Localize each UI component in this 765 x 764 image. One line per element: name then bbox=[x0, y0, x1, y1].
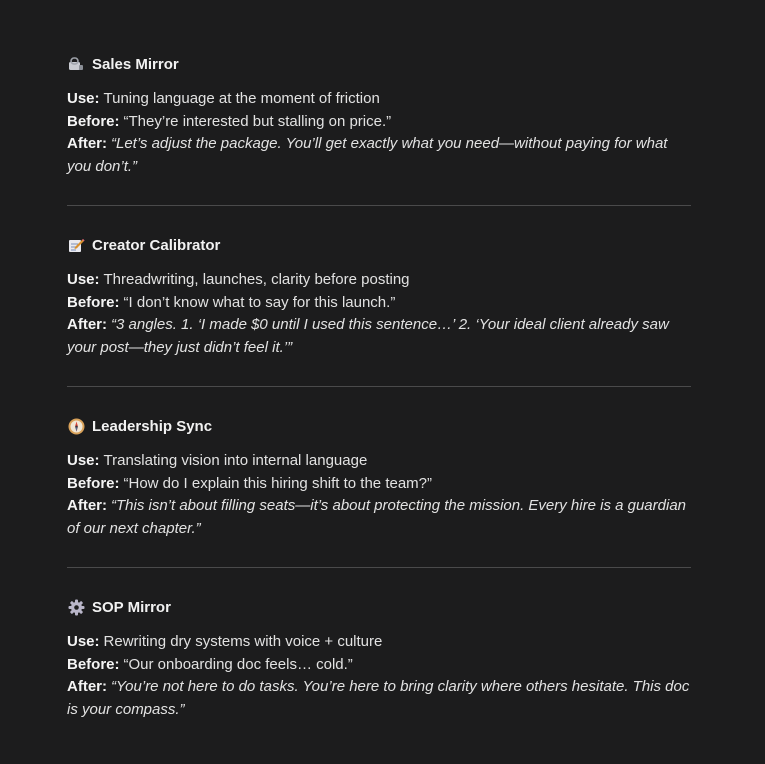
before-label: Before: bbox=[67, 293, 120, 311]
section-sales-mirror bbox=[67, 52, 691, 178]
after-label: After: bbox=[67, 678, 107, 695]
section-title bbox=[67, 52, 691, 76]
section-title-text: SOP Mirror bbox=[92, 598, 171, 616]
after-label: After: bbox=[67, 497, 107, 514]
before-line bbox=[67, 473, 691, 496]
gear-icon bbox=[67, 598, 85, 616]
before-line bbox=[67, 111, 691, 134]
use-label: Use: bbox=[67, 90, 100, 107]
before-line bbox=[67, 292, 691, 315]
section-title bbox=[67, 595, 691, 619]
before-line bbox=[67, 654, 691, 677]
after-line bbox=[67, 676, 691, 721]
section-sop-mirror bbox=[67, 595, 691, 721]
use-label: Use: bbox=[67, 271, 100, 288]
before-text: “How do I explain this hiring shift to the team?” bbox=[123, 474, 432, 492]
use-line bbox=[67, 450, 691, 473]
section-title bbox=[67, 414, 691, 438]
after-line bbox=[67, 133, 691, 178]
use-label: Use: bbox=[67, 633, 100, 650]
use-text: Translating vision into internal language bbox=[103, 452, 368, 469]
compass-icon bbox=[67, 417, 85, 435]
after-text: “Let’s adjust the package. You’ll get exactly what you need—without paying for what you don’t.” bbox=[67, 135, 668, 175]
before-label: Before: bbox=[67, 112, 120, 130]
before-label: Before: bbox=[67, 655, 120, 673]
before-label: Before: bbox=[67, 474, 120, 492]
section-leadership-sync bbox=[67, 414, 691, 540]
section-divider bbox=[67, 567, 691, 568]
document-content bbox=[67, 52, 691, 721]
after-text: “This isn’t about filling seats—it’s about protecting the mission. Every hire is a guardian of our next chapter.” bbox=[67, 497, 687, 537]
use-text: Rewriting dry systems with voice + culture bbox=[103, 633, 383, 650]
after-label: After: bbox=[67, 135, 107, 152]
use-line bbox=[67, 631, 691, 654]
section-creator-calibrator bbox=[67, 233, 691, 359]
after-text: “3 angles. 1. ‘I made $0 until I used this sentence…’ 2. ‘Your ideal client already saw your post—they just didn’t feel it.’” bbox=[67, 316, 669, 356]
section-title-text: Sales Mirror bbox=[92, 55, 179, 73]
section-divider bbox=[67, 386, 691, 387]
before-text: “I don’t know what to say for this launch.” bbox=[123, 293, 396, 311]
section-divider bbox=[67, 205, 691, 206]
use-label: Use: bbox=[67, 452, 100, 469]
section-title-text: Creator Calibrator bbox=[92, 236, 221, 254]
after-label: After: bbox=[67, 316, 107, 333]
before-text: “Our onboarding doc feels… cold.” bbox=[123, 655, 353, 673]
pencil-memo-icon bbox=[67, 236, 85, 254]
use-line bbox=[67, 269, 691, 292]
after-line bbox=[67, 314, 691, 359]
section-title-text: Leadership Sync bbox=[92, 417, 213, 435]
after-line bbox=[67, 495, 691, 540]
section-title bbox=[67, 233, 691, 257]
after-text: “You’re not here to do tasks. You’re here to bring clarity where others hesitate. This doc is your compass.” bbox=[67, 678, 690, 718]
before-text: “They’re interested but stalling on price.” bbox=[123, 112, 392, 130]
use-text: Threadwriting, launches, clarity before posting bbox=[103, 271, 410, 288]
use-line bbox=[67, 88, 691, 111]
use-text: Tuning language at the moment of friction bbox=[103, 90, 380, 107]
lock-sign-icon bbox=[67, 55, 85, 73]
